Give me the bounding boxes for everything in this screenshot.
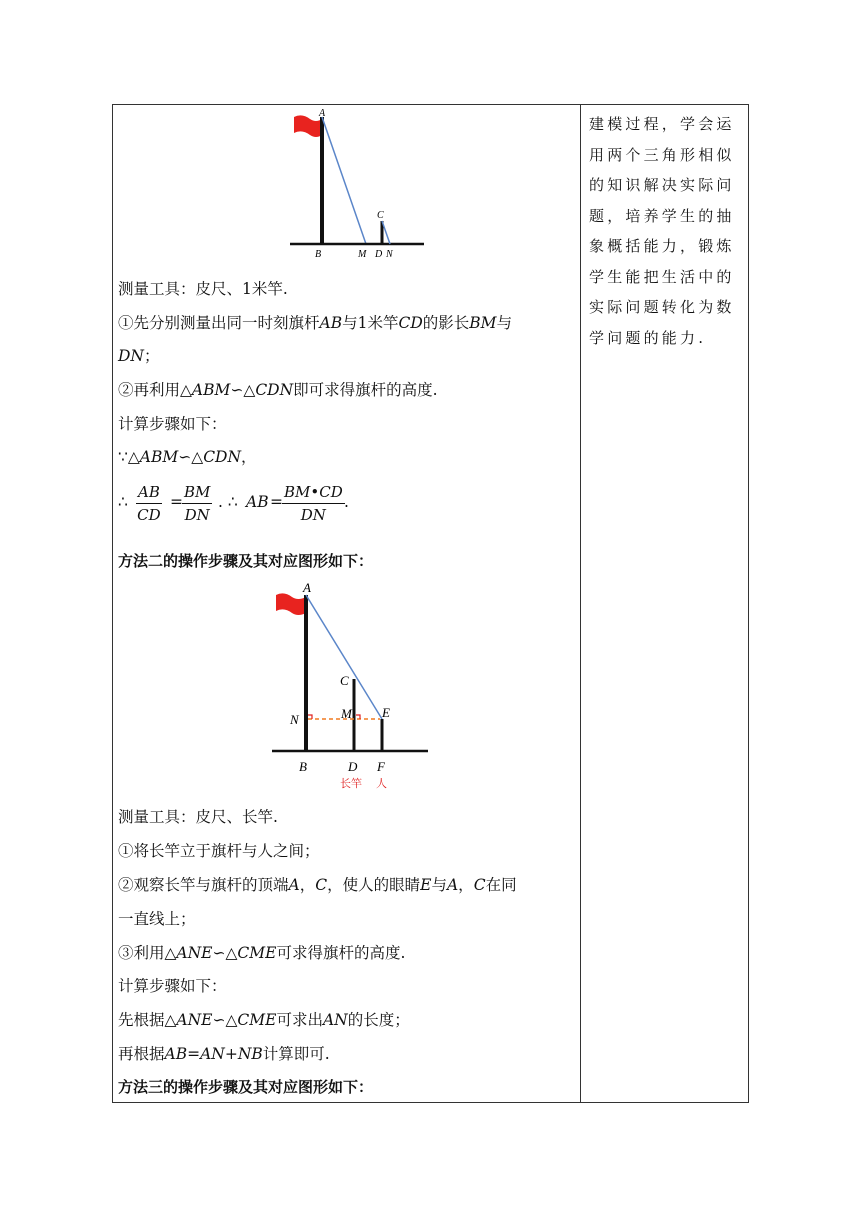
method2-heading: 方法二的操作步骤及其对应图形如下： [118,552,374,570]
label-f: F [377,759,385,774]
label-n: N [386,249,393,260]
method2-step3: ③利用△ANE∽△CME可求得旗杆的高度. [118,944,406,962]
label-m: M [341,706,352,721]
line-ae [306,595,382,719]
flag-2 [276,593,306,615]
label-a: A [303,580,311,595]
flagpole-shadow-figure [278,107,438,263]
line-am [322,117,366,244]
eye-sighting-figure [268,579,438,793]
equals-sign: = [170,493,183,511]
ab-symbol: AB [246,493,269,511]
fraction-ab-cd: $\frac{AB}{CD}$ [137,483,161,524]
method1-step2: ②再利用△ABM∽△CDN即可求得旗杆的高度. [118,381,438,399]
fraction-result: $\frac{BM•CD}{DN}$ [284,483,343,524]
label-m: M [358,249,367,260]
column-divider [580,105,581,1102]
method2-calc1: 先根据△ANE∽△CME可求出AN的长度； [118,1011,410,1029]
method1-calc-title: 计算步骤如下： [118,415,227,433]
method2-step1: ①将长竿立于旗杆与人之间； [118,842,320,860]
label-c: C [340,673,349,688]
equals-sign-2: = [270,493,283,511]
label-e: E [382,705,390,720]
label-c: C [377,210,384,221]
label-b: B [299,759,307,774]
fraction-bm-dn: $\frac{BM}{DN}$ [184,483,211,524]
label-d: D [375,249,383,260]
therefore-symbol: ∴ [118,493,128,511]
method2-tools: 测量工具：皮尺、长竿. [118,808,278,826]
flag [294,115,322,137]
method1-step1: ①先分别测量出同一时刻旗杆AB与1米竿CD的影长BM与 [118,314,513,332]
method2-step2: ②观察长竿与旗杆的顶端A，C，使人的眼睛E与A，C在同 [118,876,517,894]
method2-step2-cont: 一直线上； [118,910,196,928]
label-b: B [315,249,322,260]
method3-heading: 方法三的操作步骤及其对应图形如下： [118,1078,374,1096]
right-column-text: 建模过程，学会运用两个三角形相似的知识解决实际问题，培养学生的抽象概括能力，锻炼学生能把生活中的实际问题转化为数学问题的能力. [589,115,735,347]
method1-tools: 测量工具：皮尺、1米竿. [118,280,288,298]
label-d: D [348,759,358,774]
method2-calc-title: 计算步骤如下： [118,977,227,995]
content-table [112,104,749,1103]
label-a: A [319,108,326,119]
formula-period: . [344,493,349,511]
method1-because: ∵△ABM∽△CDN， [118,448,257,466]
person-caption: 人 [376,777,387,790]
method2-calc2: 再根据AB=AN+NB计算即可. [118,1045,330,1063]
pole-caption: 长竿 [340,777,362,790]
method1-step1-cont: DN； [118,347,160,365]
then-symbol: . ∴ [218,493,238,511]
label-n: N [290,712,299,727]
